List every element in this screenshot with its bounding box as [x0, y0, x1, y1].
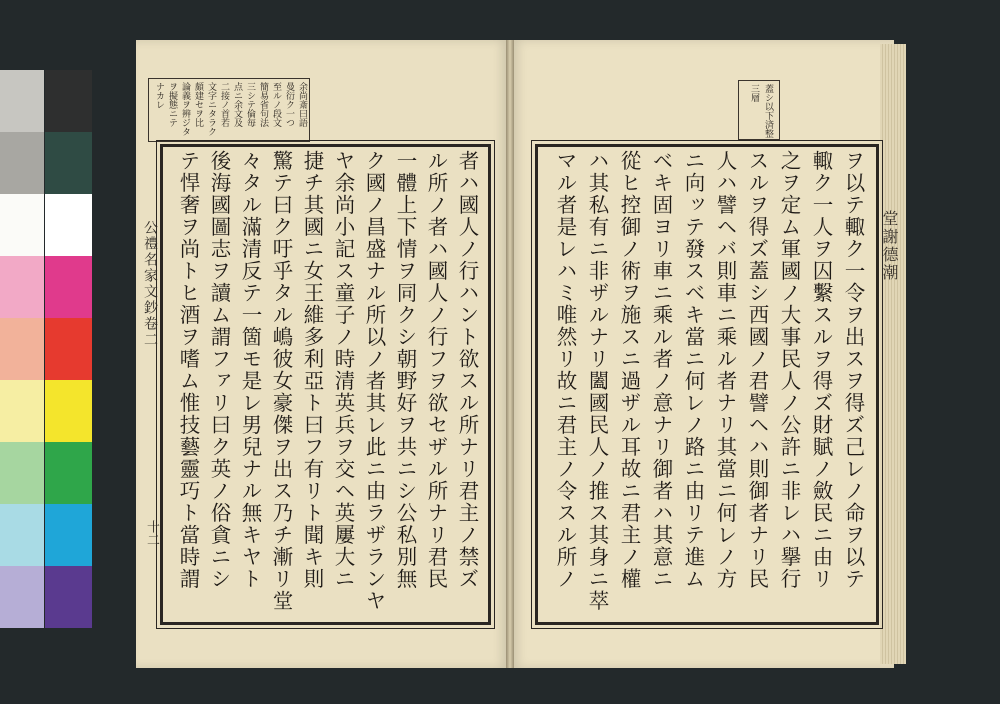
calibration-patch [0, 504, 44, 566]
head-note-line: ヲ擬態ニテ [167, 82, 177, 127]
head-note-line: 文字ニタラク [206, 82, 216, 136]
calibration-patch [45, 256, 92, 318]
head-note-line: 三シテ倫毎 [245, 82, 255, 127]
head-note-line: 論義ヲ辨ジタ [180, 82, 190, 136]
text-column: スルヲ得ズ蓋シ西國ノ君譬ヘハ則御者ナリ民 [745, 150, 769, 590]
calibration-patch [45, 566, 92, 628]
book-gutter [506, 40, 514, 668]
calibration-patch [0, 256, 44, 318]
color-calibration-strip [0, 70, 92, 636]
left-page-number: 十二 [144, 520, 159, 546]
calibration-patch [0, 132, 44, 194]
head-note-line: 点ニ余文及 [232, 82, 242, 127]
calibration-patch [0, 70, 44, 132]
head-note-line: 簡易省句法 [258, 82, 268, 127]
text-column: ベキ固ヨリ車ニ乘ル者ノ意ナリ御者ハ其意ニ [649, 150, 673, 590]
text-column: 者ハ國人ノ行ハント欲スル所ナリ君主ノ禁ズ [455, 150, 479, 590]
calibration-patch [0, 318, 44, 380]
calibration-patch [45, 442, 92, 504]
text-column: 之ヲ定ム軍國ノ大事民人ノ公許ニ非レハ擧行 [777, 150, 801, 590]
head-note-line: 余尚斎曰語 [297, 82, 307, 127]
calibration-patch [45, 70, 92, 132]
text-column: ル所ノ者ハ國人ノ行フヲ欲セザル所ナリ君民 [424, 150, 448, 590]
text-column: 人ハ譬ヘバ則車ニ乘ル者ナリ其當ニ何レノ方 [713, 150, 737, 590]
text-column: 々タル滿清反テ一箇モ是レ男兒ナル無キヤト [238, 150, 262, 590]
text-column: 後海國圖志ヲ讀ム謂ファリ曰ク英ノ俗貪ニシ [207, 150, 231, 590]
head-note-line: 二接ノ首若 [219, 82, 229, 127]
calibration-patch [45, 194, 92, 256]
calibration-patch [0, 442, 44, 504]
text-column: 從ヒ控御ノ術ヲ施スニ過ザル耳故ニ君主ノ權 [617, 150, 641, 590]
head-note-line: 至ルノ段文 [271, 82, 281, 127]
text-column: 捷チ其國ニ女王維多利亞ト曰フ有リト聞キ則 [300, 150, 324, 590]
page-edges [880, 44, 906, 664]
text-column: ハ其私有ニ非ザルナリ闔國民人ノ推ス其身ニ萃 [585, 150, 609, 612]
text-column: テ悍奢ヲ尚トヒ酒ヲ嗜ム惟技藝靈巧ト當時謂 [176, 150, 200, 590]
head-note-line: 曼衍ク一つ [284, 82, 294, 127]
head-note-line: 頗建セヲ比 [193, 82, 203, 127]
text-column: 一體上下情ヲ同クシ朝野好ヲ共ニシ公私別無 [393, 150, 417, 590]
head-note-line: 三層 [749, 84, 759, 102]
calibration-patch [45, 380, 92, 442]
calibration-patch [45, 318, 92, 380]
calibration-patch [45, 504, 92, 566]
head-note-line: 蓋シ以下済整 [763, 84, 773, 138]
right-tab-label: 堂謝德潮 [880, 210, 899, 282]
calibration-patch [0, 566, 44, 628]
calibration-patch [0, 194, 44, 256]
text-column: ニ向ッテ發スベキ當ニ何レノ路ニ由リテ進ム [681, 150, 705, 590]
text-column: ク國ノ昌盛ナル所以ノ者其レ此ニ由ラザランヤ [362, 150, 386, 612]
calibration-patch [45, 132, 92, 194]
text-column: ヤ余尚小記ス童子ノ時清英兵ヲ交ヘ英屢大ニ [331, 150, 355, 590]
head-note-line: ナカレ [154, 82, 164, 109]
text-column: 驚テ曰ク吁乎タル嶋彼女豪傑ヲ出ス乃チ漸リ堂 [269, 150, 293, 612]
text-column: ヲ以テ輙ク一令ヲ出スヲ得ズ己レノ命ヲ以テ [841, 150, 865, 590]
left-margin-title: 公禮名家文鈔卷二 [142, 220, 158, 348]
calibration-patch [0, 380, 44, 442]
text-column: マル者是レハミ唯然リ故ニ君主ノ令スル所ノ [553, 150, 577, 590]
text-column: 輙ク一人ヲ囚繫スルヲ得ズ財賦ノ斂民ニ由リ [809, 150, 833, 590]
